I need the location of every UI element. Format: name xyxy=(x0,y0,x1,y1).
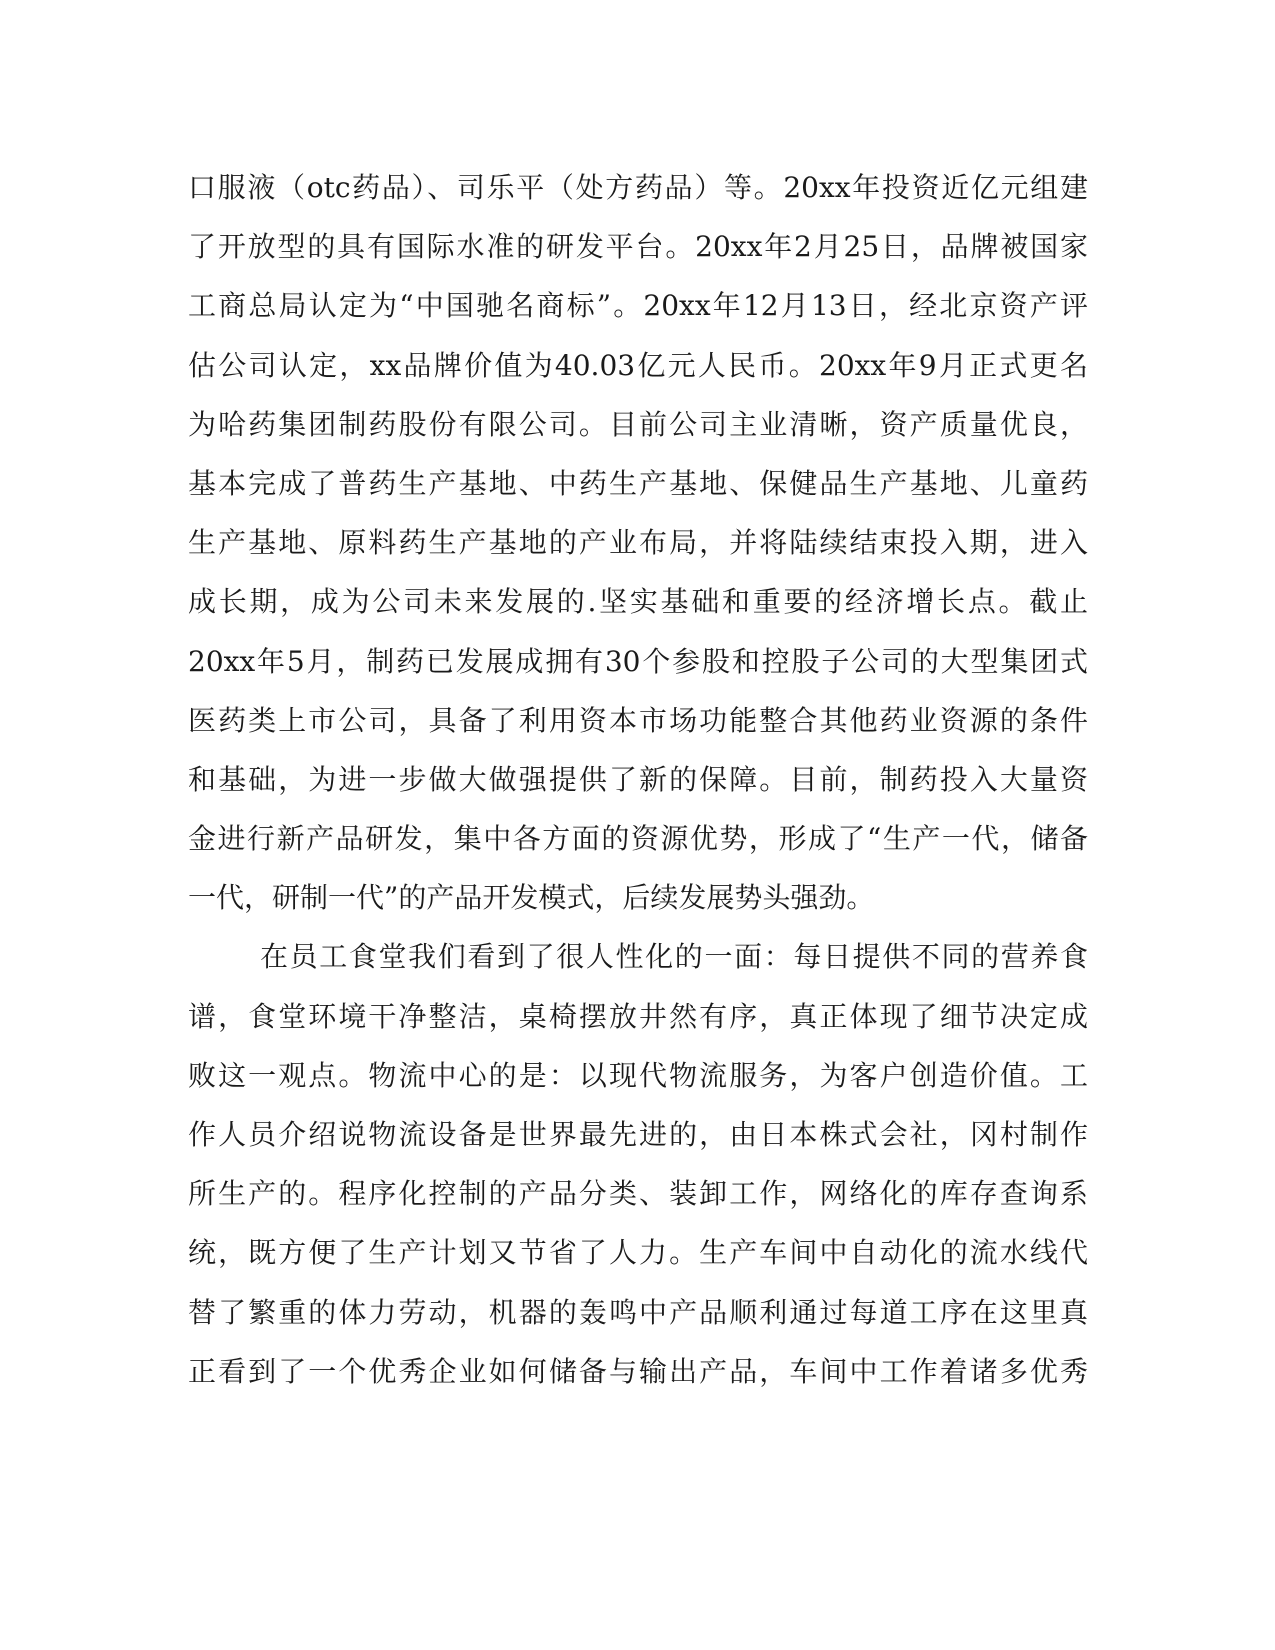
text-line: 所生产的。程序化控制的产品分类、装卸工作，网络化的库存查询系 xyxy=(188,1177,1088,1211)
text-line: 替了繁重的体力劳动，机器的轰鸣中产品顺利通过每道工序在这里真 xyxy=(188,1295,1088,1329)
text-line: 正看到了一个优秀企业如何储备与输出产品，车间中工作着诸多优秀 xyxy=(188,1354,1088,1388)
text-line: 估公司认定，xx品牌价值为40.03亿元人民币。20xx年9月正式更名 xyxy=(188,348,1088,382)
text-line: 和基础，为进一步做大做强提供了新的保障。目前，制药投入大量资 xyxy=(188,762,1088,796)
text-line: 基本完成了普药生产基地、中药生产基地、保健品生产基地、儿童药 xyxy=(188,466,1088,500)
text-line: 在员工食堂我们看到了很人性化的一面：每日提供不同的营养食 xyxy=(260,940,1088,974)
text-line: 金进行新产品研发，集中各方面的资源优势，形成了“生产一代，储备 xyxy=(188,822,1088,856)
text-line: 作人员介绍说物流设备是世界最先进的，由日本株式会社，冈村制作 xyxy=(188,1118,1088,1151)
text-line: 败这一观点。物流中心的是：以现代物流服务，为客户创造价值。工 xyxy=(188,1058,1088,1092)
body-text xyxy=(188,158,1088,1401)
text-line: 成长期，成为公司未来发展的.坚实基础和重要的经济增长点。截止 xyxy=(188,585,1088,619)
text-line: 工商总局认定为“中国驰名商标”。20xx年12月13日，经北京资产评 xyxy=(188,289,1088,323)
paragraph-2 xyxy=(188,927,1088,1401)
text-line: 20xx年5月，制药已发展成拥有30个参股和控股子公司的大型集团式 xyxy=(188,644,1088,678)
text-line: 谱，食堂环境干净整洁，桌椅摆放井然有序，真正体现了细节决定成 xyxy=(188,999,1088,1033)
text-line: 口服液（otc药品）、司乐平（处方药品）等。20xx年投资近亿元组建 xyxy=(188,171,1088,204)
text-line: 为哈药集团制药股份有限公司。目前公司主业清晰，资产质量优良， xyxy=(188,407,1088,441)
text-line: 一代，研制一代”的产品开发模式，后续发展势头强劲。 xyxy=(188,881,875,915)
text-line: 了开放型的具有国际水准的研发平台。20xx年2月25日，品牌被国家 xyxy=(188,230,1088,264)
text-line: 统，既方便了生产计划又节省了人力。生产车间中自动化的流水线代 xyxy=(188,1236,1088,1270)
text-line: 生产基地、原料药生产基地的产业布局，并将陆续结束投入期，进入 xyxy=(188,526,1088,560)
text-line: 医药类上市公司，具备了利用资本市场功能整合其他药业资源的条件 xyxy=(188,703,1088,737)
paragraph-1 xyxy=(188,158,1088,927)
